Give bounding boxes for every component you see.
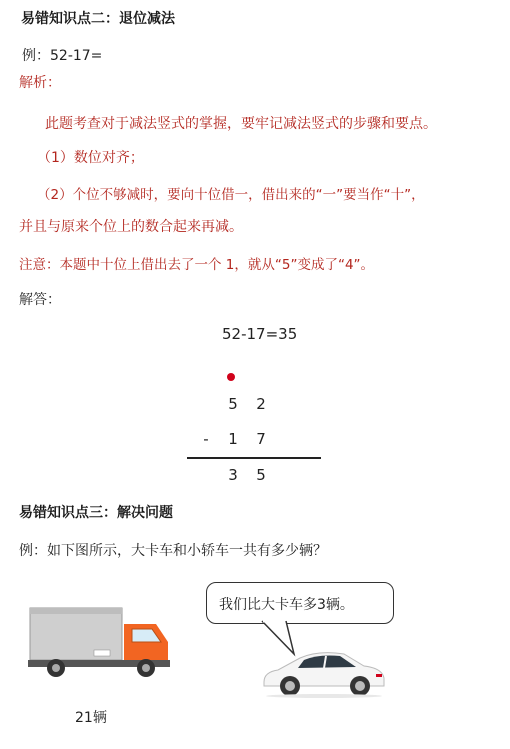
section2-title: 易错知识点二：退位减法: [21, 11, 175, 27]
answer-equation: 52-17=35: [222, 325, 298, 343]
analysis-point2-line2: 并且与原来个位上的数合起来再减。: [19, 219, 243, 235]
vertical-rule: [187, 457, 321, 459]
section3-example: 例：如下图所示，大卡车和小轿车一共有多少辆？: [19, 543, 327, 559]
vertical-bottom-ones: 7: [256, 430, 266, 448]
section3-title: 易错知识点三：解决问题: [19, 505, 173, 521]
analysis-point2-line1: （2）个位不够减时，要向十位借一，借出来的“一”要当作“十”，: [37, 187, 425, 203]
analysis-note: 注意：本题中十位上借出去了一个 1，就从“5”变成了“4”。: [19, 257, 375, 273]
analysis-line1: 此题考查对于减法竖式的掌握，要牢记减法竖式的步骤和要点。: [45, 116, 437, 132]
analysis-label: 解析：: [19, 75, 61, 91]
vertical-top-ones: 2: [256, 395, 266, 413]
truck-caption: 21辆: [75, 710, 107, 726]
vertical-result-ones: 5: [256, 466, 266, 484]
speech-bubble: [206, 582, 394, 624]
vertical-operator: -: [203, 430, 209, 448]
analysis-point1: （1）数位对齐；: [37, 150, 144, 166]
section2-example: 例：52-17=: [22, 48, 103, 64]
truck-image: [28, 604, 178, 679]
vertical-top-tens: 5: [228, 395, 238, 413]
answer-label: 解答：: [19, 292, 61, 308]
vertical-result-tens: 3: [228, 466, 238, 484]
borrow-dot-icon: [226, 372, 236, 382]
speech-bubble-text: 我们比大卡车多3辆。: [219, 597, 354, 613]
car-image: [260, 648, 388, 698]
vertical-bottom-tens: 1: [228, 430, 238, 448]
